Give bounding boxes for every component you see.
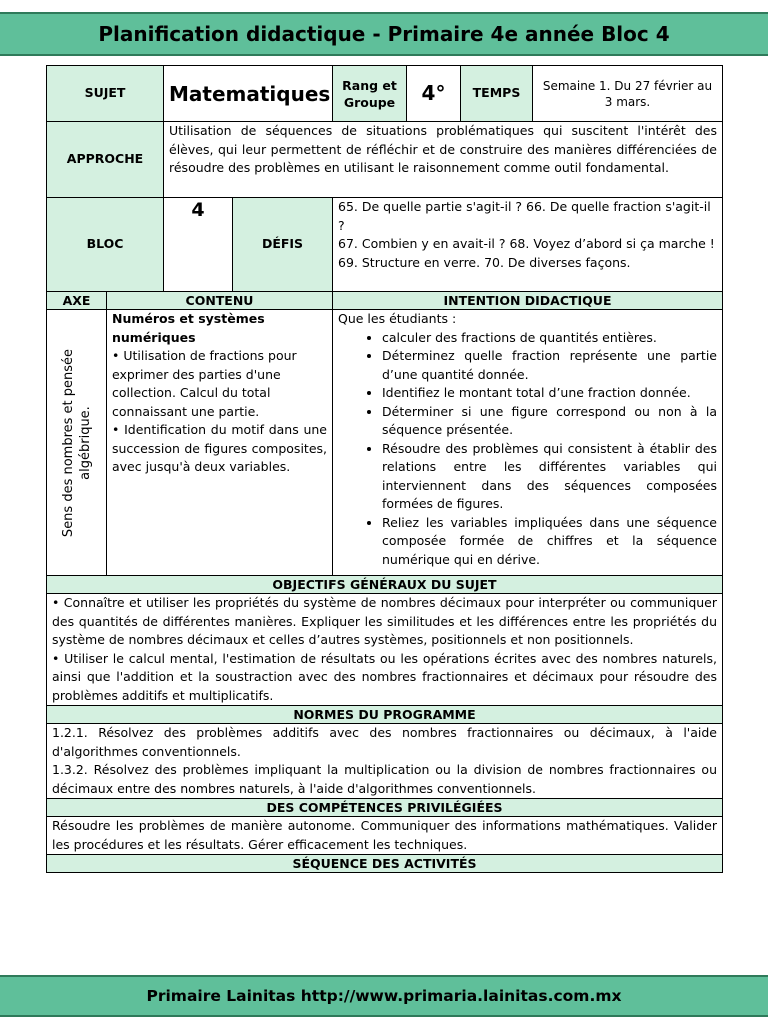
intention-header: INTENTION DIDACTIQUE <box>333 292 723 310</box>
rang-label: Rang et Groupe <box>333 66 407 122</box>
normes-title: NORMES DU PROGRAMME <box>47 706 723 724</box>
footer-banner: Primaire Lainitas http://www.primaria.lainitas.com.mx <box>0 975 768 1017</box>
planning-table <box>46 65 723 873</box>
subject-row <box>47 66 723 122</box>
normes-paragraph: 1.3.2. Résolvez des problèmes impliquant la multiplication ou la division de nombres fractionnaires ou décimaux entre des nombres naturels, à l'aide d'algorithmes conventionnels. <box>52 762 717 796</box>
list-item: • Résoudre des problèmes qui consistent à établir des relations entre les différentes variables qui interviennent dans des séquences composées formées de figures. <box>382 440 717 514</box>
content-row <box>47 310 723 576</box>
contenu-title: Numéros et systèmes numériques <box>112 311 265 345</box>
defi-line: 69. Structure en verre. 70. De diverses façons. <box>338 254 631 270</box>
intention-cell <box>333 310 723 576</box>
competences-row <box>47 817 723 855</box>
competences-title: DES COMPÉTENCES PRIVILÉGIÉES <box>47 799 723 817</box>
objectifs-paragraph: • Utiliser le calcul mental, l'estimation de résultats ou les opérations écrites avec des nombres naturels, ainsi que l'addition et la soustraction avec des nombres fractionnaires et décimaux pour résoudre des problèmes additifs et multiplicatifs. <box>52 650 717 703</box>
sujet-label: SUJET <box>47 66 164 122</box>
normes-header-row <box>47 706 723 724</box>
contenu-header: CONTENU <box>107 292 333 310</box>
competences-text: Résoudre les problèmes de manière autonome. Communiquer des informations mathématiques. Valider les procédures et les résultats. Gérer efficacement les techniques. <box>47 817 723 855</box>
defi-line: 67. Combien y en avait-il ? 68. Voyez d’abord si ça marche ! <box>338 236 715 251</box>
objectifs-row <box>47 594 723 706</box>
defi-line: 65. De quelle partie s'agit-il ? 66. De quelle fraction s'agit-il ? <box>338 199 711 233</box>
list-item: • Déterminez quelle fraction représente une partie d’une quantité donnée. <box>382 347 717 384</box>
sequence-header-row <box>47 855 723 873</box>
objectifs-text <box>47 594 723 706</box>
bloc-value: 4 <box>164 198 233 292</box>
list-item: • Reliez les variables impliquées dans une séquence composée formée de chiffres et la séquence numérique qui en dérive. <box>382 514 717 570</box>
list-item: • calculer des fractions de quantités entières. <box>382 329 717 348</box>
list-item: • Identifiez le montant total d’une fraction donnée. <box>382 384 717 403</box>
normes-row <box>47 724 723 799</box>
contenu-item: • Utilisation de fractions pour exprimer des parties d'une collection. Calcul du total connaissant une partie. <box>112 348 297 419</box>
axe-header: AXE <box>47 292 107 310</box>
temps-value: Semaine 1. Du 27 février au 3 mars. <box>533 66 723 122</box>
approche-text: Utilisation de séquences de situations problématiques qui suscitent l'intérêt des élèves, qui leur permettent de réfléchir et de construire des manières différenciées de résoudre des problèmes en utilisant le raisonnement comme outil fondamental. <box>164 122 723 198</box>
normes-paragraph: 1.2.1. Résolvez des problèmes additifs avec des nombres fractionnaires ou décimaux, à l'aide d'algorithmes conventionnels. <box>52 725 717 759</box>
normes-text <box>47 724 723 799</box>
contenu-cell <box>107 310 333 576</box>
column-header-row <box>47 292 723 310</box>
objectifs-title: OBJECTIFS GÉNÉRAUX DU SUJET <box>47 576 723 594</box>
axe-text: Sens des nombres et pensée algébrique. <box>60 348 93 537</box>
axe-cell <box>47 310 107 576</box>
contenu-item: • Identification du motif dans une succession de figures composites, avec jusqu'à deux variables. <box>112 422 327 474</box>
list-item: • Déterminer si une figure correspond ou non à la séquence présentée. <box>382 403 717 440</box>
bloc-label: BLOC <box>47 198 164 292</box>
defis-list <box>333 198 723 292</box>
temps-label: TEMPS <box>461 66 533 122</box>
rang-value: 4° <box>407 66 461 122</box>
bloc-row <box>47 198 723 292</box>
intention-list <box>338 329 717 570</box>
approche-row <box>47 122 723 198</box>
approche-label: APPROCHE <box>47 122 164 198</box>
competences-header-row <box>47 799 723 817</box>
objectifs-paragraph: • Connaître et utiliser les propriétés du système de nombres décimaux pour interpréter ou communiquer des quantités de différentes manières. Expliquer les similitudes et les différences entre les propriétés du système de nombres décimaux et celles d’autres systèmes, positionnels et non positionnels. <box>52 595 717 647</box>
sequence-title: SÉQUENCE DES ACTIVITÉS <box>47 855 723 873</box>
intention-intro: Que les étudiants : <box>338 311 457 326</box>
defis-label: DÉFIS <box>233 198 333 292</box>
objectifs-header-row <box>47 576 723 594</box>
page-title: Planification didactique - Primaire 4e année Bloc 4 <box>0 12 768 56</box>
sujet-value: Matematiques <box>164 66 333 122</box>
